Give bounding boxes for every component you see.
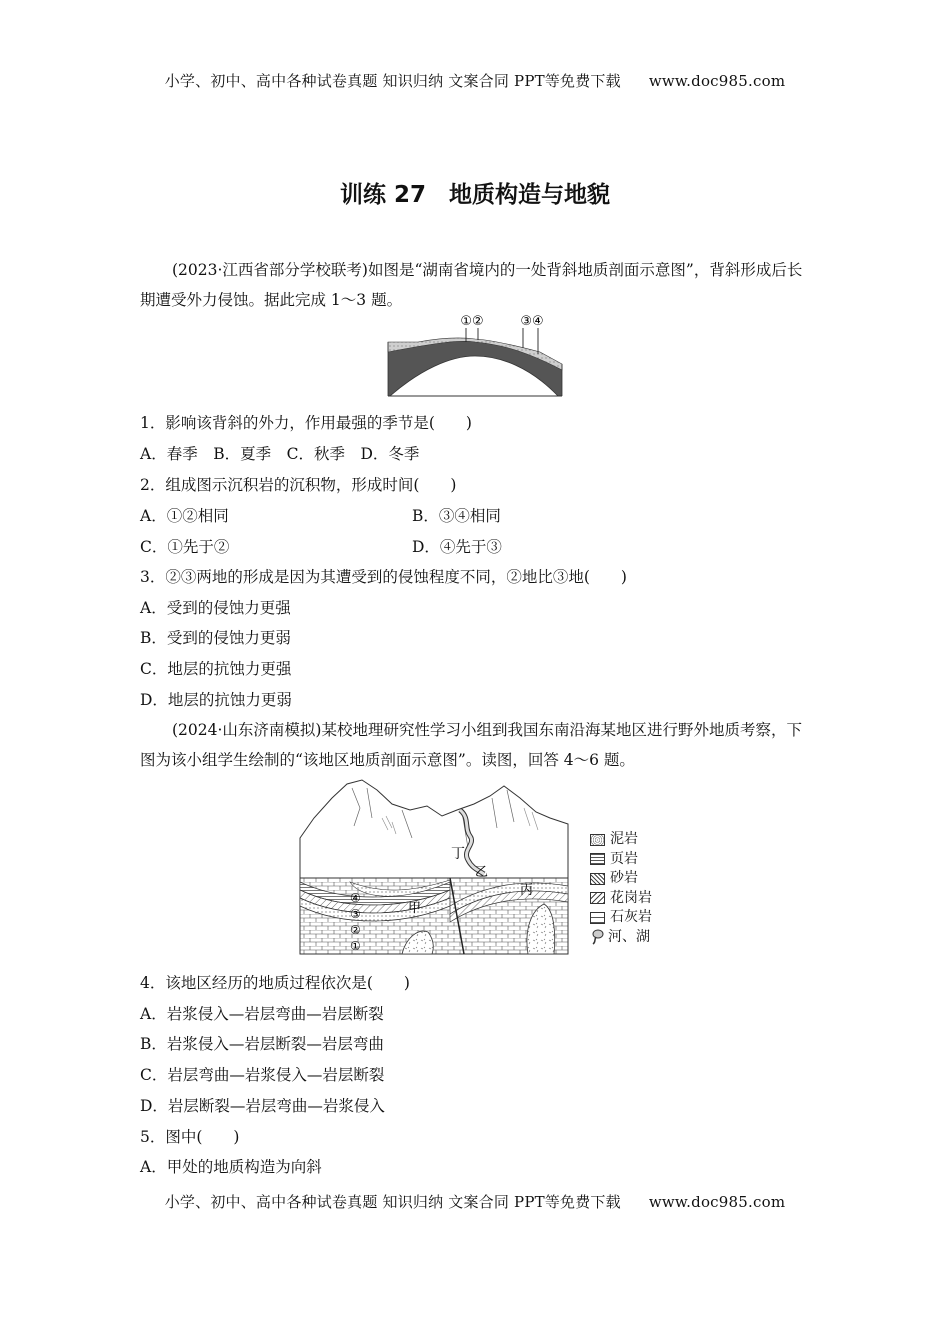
label-layer-1: ① bbox=[350, 939, 361, 953]
fig1-label-34: ③④ bbox=[520, 314, 544, 329]
q2-option-c: C．①先于② bbox=[140, 538, 230, 556]
q4-option-c: C．岩层弯曲—岩浆侵入—岩层断裂 bbox=[140, 1066, 385, 1084]
q5-option-a: A．甲处的地质构造为向斜 bbox=[140, 1158, 322, 1176]
q4-option-d: D．岩层断裂—岩层弯曲—岩浆侵入 bbox=[140, 1097, 385, 1115]
q3-option-d: D．地层的抗蚀力更弱 bbox=[140, 691, 292, 709]
q1-options: A．春季 B．夏季 C．秋季 D．冬季 bbox=[140, 445, 420, 463]
q4-option-a: A．岩浆侵入—岩层弯曲—岩层断裂 bbox=[140, 1005, 384, 1023]
label-jia: 甲 bbox=[408, 901, 422, 916]
q3-option-a: A．受到的侵蚀力更强 bbox=[140, 599, 291, 617]
anticline-figure bbox=[380, 312, 570, 400]
q2-option-d: D．④先于③ bbox=[412, 538, 502, 556]
legend-item-granite: 花岗岩 bbox=[590, 889, 652, 909]
footer-text: 小学、初中、高中各种试卷真题 知识归纳 文案合同 PPT等免费下载 bbox=[164, 1193, 621, 1211]
geology-block-figure bbox=[292, 778, 588, 960]
label-layer-3: ③ bbox=[350, 907, 361, 921]
q1-stem: 1．影响该背斜的外力，作用最强的季节是( ) bbox=[140, 414, 472, 432]
legend-item-shale: 页岩 bbox=[590, 850, 652, 870]
q3-option-b: B．受到的侵蚀力更弱 bbox=[140, 629, 291, 647]
figure-legend bbox=[590, 830, 652, 947]
header-text: 小学、初中、高中各种试卷真题 知识归纳 文案合同 PPT等免费下载 bbox=[164, 72, 621, 90]
page-title: 训练 27 地质构造与地貌 bbox=[339, 182, 610, 208]
q3-option-c: C．地层的抗蚀力更强 bbox=[140, 660, 292, 678]
legend-item-sandstone: 砂岩 bbox=[590, 869, 652, 889]
fig1-label-12: ①② bbox=[460, 314, 484, 329]
legend-item-mudstone: 泥岩 bbox=[590, 830, 652, 850]
page-footer bbox=[0, 1191, 950, 1212]
intro-2: (2024·山东济南模拟)某校地理研究性学习小组到我国东南沿海某地区进行野外地质考察，下图为该小组学生绘制的“该地区地质剖面示意图”。读图，回答 4～6 题。 bbox=[140, 721, 802, 769]
header-url[interactable]: www.doc985.com bbox=[648, 72, 786, 90]
q3-stem: 3．②③两地的形成是因为其遭受到的侵蚀程度不同，②地比③地( ) bbox=[140, 568, 627, 586]
q2-stem: 2．组成图示沉积岩的沉积物，形成时间( ) bbox=[140, 476, 457, 494]
q2-option-a: A．①②相同 bbox=[140, 507, 229, 525]
label-yi: 乙 bbox=[475, 865, 489, 880]
label-layer-4: ④ bbox=[350, 891, 361, 905]
footer-url[interactable]: www.doc985.com bbox=[648, 1193, 786, 1211]
label-layer-2: ② bbox=[350, 923, 361, 937]
page-header bbox=[0, 70, 950, 91]
q4-option-b: B．岩浆侵入—岩层断裂—岩层弯曲 bbox=[140, 1035, 384, 1053]
legend-item-river-lake: 河、湖 bbox=[590, 928, 652, 948]
q2-option-b: B．③④相同 bbox=[412, 507, 501, 525]
intro-1: (2023·江西省部分学校联考)如图是“湖南省境内的一处背斜地质剖面示意图”，背斜形成后长期遭受外力侵蚀。据此完成 1～3 题。 bbox=[140, 261, 803, 309]
river-lake-icon bbox=[590, 929, 604, 945]
label-ding: 丁 bbox=[451, 846, 465, 862]
legend-item-limestone: 石灰岩 bbox=[590, 908, 652, 928]
q5-stem: 5．图中( ) bbox=[140, 1128, 240, 1146]
label-bing: 丙 bbox=[520, 883, 534, 898]
q4-stem: 4．该地区经历的地质过程依次是( ) bbox=[140, 974, 410, 992]
